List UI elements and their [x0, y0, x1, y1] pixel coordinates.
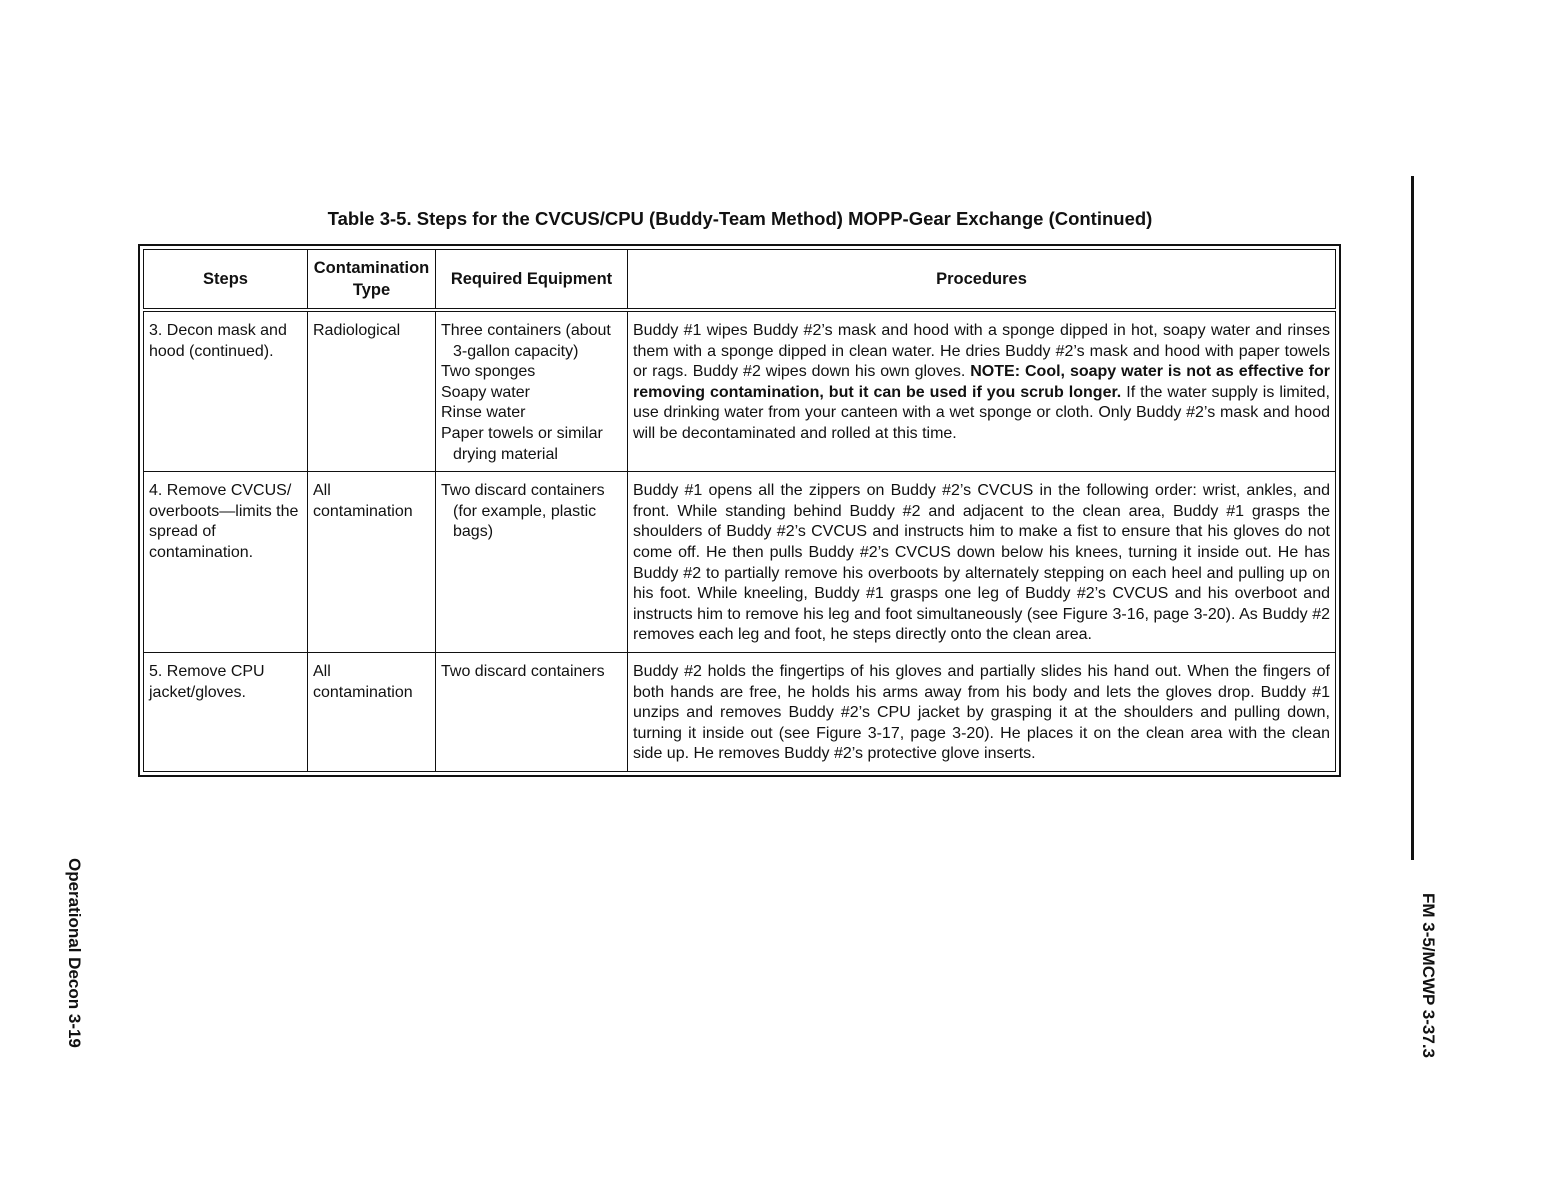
step-cell: 5. Remove CPU jacket/gloves.	[144, 652, 308, 771]
equipment-cell	[436, 310, 628, 472]
margin-rule	[1411, 176, 1414, 860]
manual-reference: FM 3-5/MCWP 3-37.3	[1419, 893, 1438, 1059]
table-title: Table 3-5. Steps for the CVCUS/CPU (Buddy-Team Method) MOPP-Gear Exchange (Continued)	[327, 208, 1153, 229]
table-row	[144, 652, 1336, 771]
procedure-text: If the water supply is limited, use drinking water from your canteen with a wet sponge or cloth. Only Buddy #2’s mask and hood will be decontaminated and rolled at this time.	[633, 383, 1330, 442]
equipment-item: 3-gallon capacity)	[453, 342, 579, 360]
header-procedures: Procedures	[628, 250, 1336, 311]
equipment-item: Two discard containers	[441, 662, 605, 680]
header-steps: Steps	[144, 250, 308, 311]
equipment-item: Three containers (about	[441, 322, 611, 339]
equipment-item: (for example, plastic	[453, 502, 597, 520]
equipment-cell	[436, 652, 628, 771]
page-footer-left: Operational Decon 3-19	[65, 858, 84, 1048]
equipment-item: Soapy water	[441, 383, 530, 401]
decon-steps-table	[138, 244, 1341, 777]
equipment-cell	[436, 472, 628, 653]
step-cell: 3. Decon mask and hood (continued).	[144, 310, 308, 472]
step-cell: 4. Remove CVCUS/ overboots—limits the spread of contamination.	[144, 472, 308, 653]
header-required-equipment: Required Equipment	[436, 250, 628, 311]
equipment-item: Rinse water	[441, 404, 526, 422]
procedure-note: NOTE: Cool, soapy water is not as effective for removing contamination, but it can be used if you scrub longer.	[633, 363, 1330, 401]
equipment-item: drying material	[453, 445, 558, 463]
equipment-item: bags)	[453, 523, 494, 541]
procedure-text: Buddy #1 wipes Buddy #2’s mask and hood with a sponge dipped in hot, soapy water and rinses them with a sponge dipped in clean water. He dries Buddy #2’s mask and hood with paper towels or rags. Buddy #2 wipes down his own gloves.	[633, 322, 1330, 381]
contamination-type-cell: All contamination	[308, 472, 436, 653]
contamination-type-cell: Radiological	[308, 310, 436, 472]
table-row	[144, 472, 1336, 653]
procedure-cell	[628, 310, 1336, 472]
equipment-item: Two discard containers	[441, 482, 605, 500]
procedure-cell: Buddy #1 opens all the zippers on Buddy #2’s CVCUS in the following order: wrist, ankles, and front. While standing behind Buddy #2 and adjacent to the clean area, Buddy #1 grasps the shoulders of Buddy #2’s CVCUS and instructs him to make a fist to ensure that his gloves do not come off. He then pulls Buddy #2’s CVCUS down below his knees, turning it inside out. He has Buddy #2 to partially remove his overboots by alternately stepping on each heel and pulling up on his foot. While kneeling, Buddy #1 grasps one leg of Buddy #2’s CVCUS and his overboot and instructs him to remove his leg and foot simultaneously (see Figure 3-16, page 3-20). As Buddy #2 removes each leg and foot, he steps directly onto the clean area.	[628, 472, 1336, 653]
contamination-type-cell: All contamination	[308, 652, 436, 771]
table-row	[144, 310, 1336, 472]
equipment-item: Paper towels or similar	[441, 424, 603, 442]
header-contamination-type: Contamination Type	[308, 250, 436, 311]
table-header-row	[144, 250, 1336, 311]
equipment-item: Two sponges	[441, 363, 536, 381]
procedure-cell: Buddy #2 holds the fingertips of his gloves and partially slides his hand out. When the fingers of both hands are free, he holds his arms away from his body and lets the gloves drop. Buddy #1 unzips and removes Buddy #2’s CPU jacket by grasping it at the shoulders and pulling down, turning it inside out (see Figure 3-17, page 3-20). He places it on the clean area with the clean side up. He removes Buddy #2’s protective glove inserts.	[628, 652, 1336, 771]
